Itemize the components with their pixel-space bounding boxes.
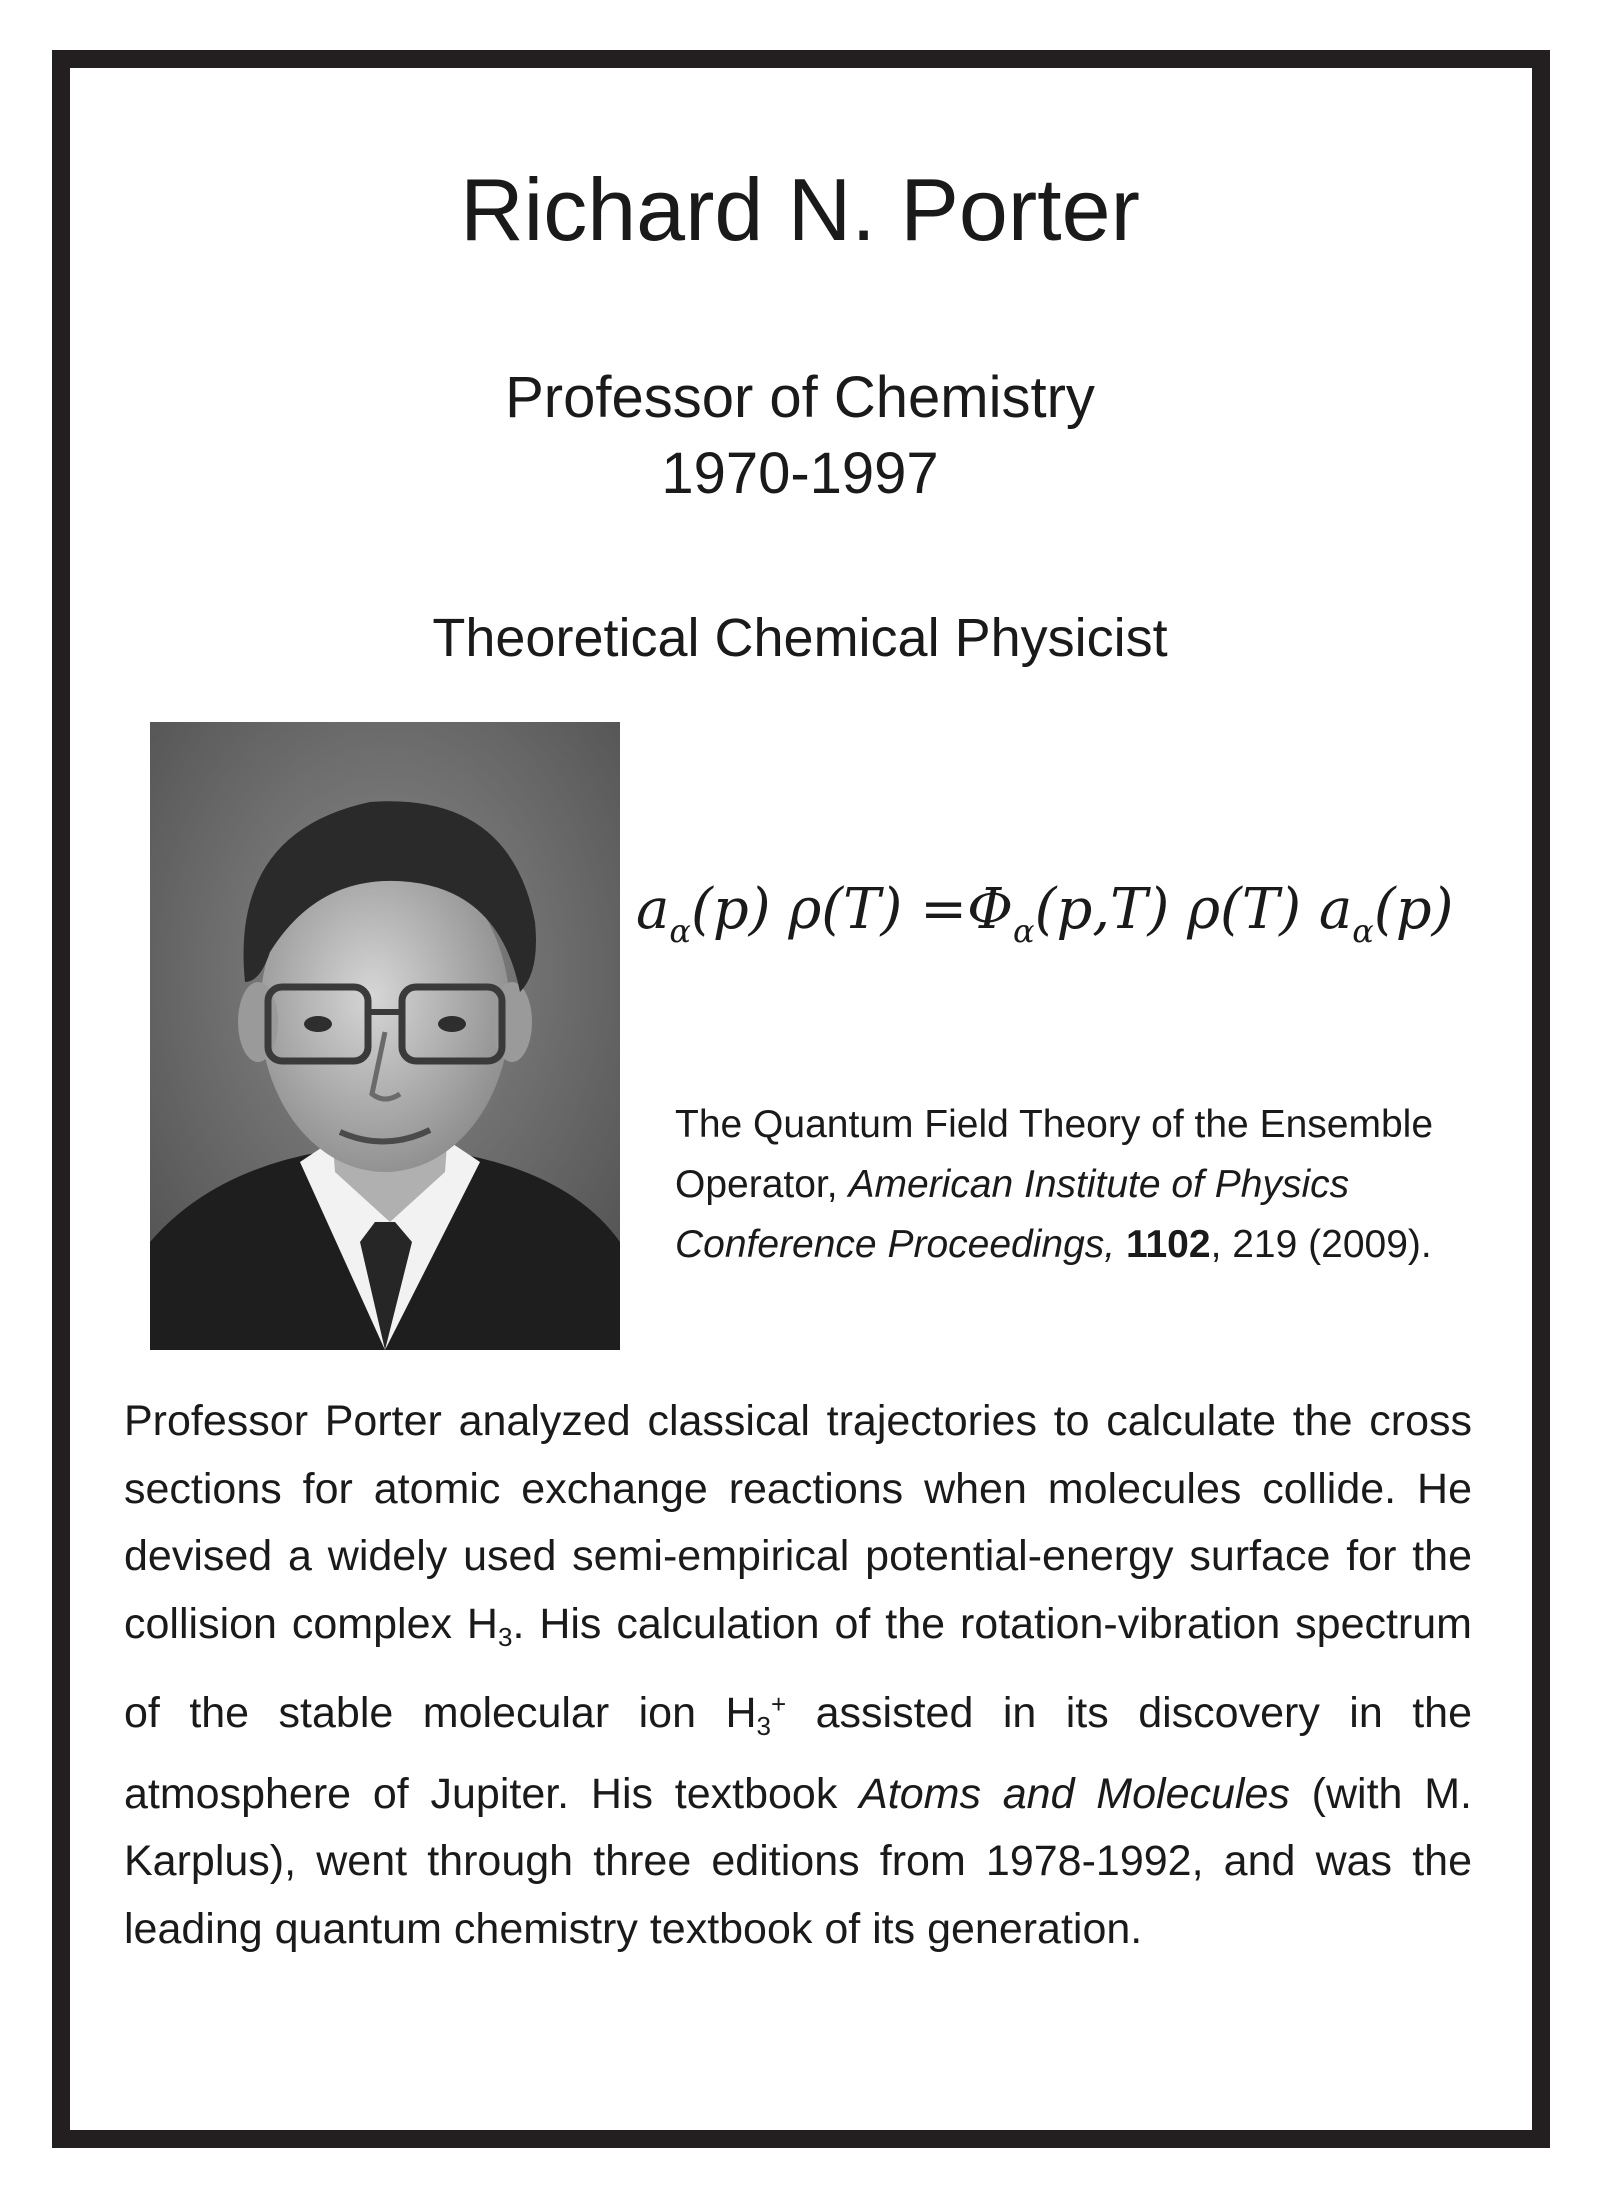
citation-pages-year: , 219 (2009).: [1210, 1223, 1432, 1266]
biography-paragraph: Professor Porter analyzed classical trajectories to calculate the cross sections for atomic exchange reactions when molecules collide. He devised a widely used semi-empirical potential-energy surface for the collision complex $H_3$. His calculation of the rotation-vibration spectrum of the stable molecular ion $H_3^+$ assisted in its discovery in the atmosphere of Jupiter. His textbook Atoms and Molecules (with M. Karplus), went through three editions from 1978-1992, and was the leading quantum chemistry textbook of its generation.: [124, 1397, 1472, 1953]
citation-title: The Quantum Field Theory of the Ensemble Operator,: [675, 1103, 1434, 1206]
citation: [675, 1095, 1495, 1275]
role-title: Theoretical Chemical Physicist: [432, 608, 1168, 668]
position-block: [0, 360, 1600, 512]
person-name: Richard N. Porter: [460, 160, 1140, 259]
ensemble-operator-equation: $a_\alpha(p)$ $\rho(T) =\Phi_\alpha(p,T)$ ρ(T) $a_\alpha(p)$: [636, 877, 1454, 950]
citation-volume: 1102: [1125, 1223, 1211, 1266]
position-years: 1970-1997: [661, 441, 939, 506]
portrait-photo-icon: [150, 722, 620, 1350]
position-title: Professor of Chemistry: [505, 365, 1095, 430]
citation-journal: American Institute of Physics Conference Proceedings,: [675, 1163, 1350, 1266]
textbook-title: Atoms and Molecules: [859, 1769, 1290, 1818]
